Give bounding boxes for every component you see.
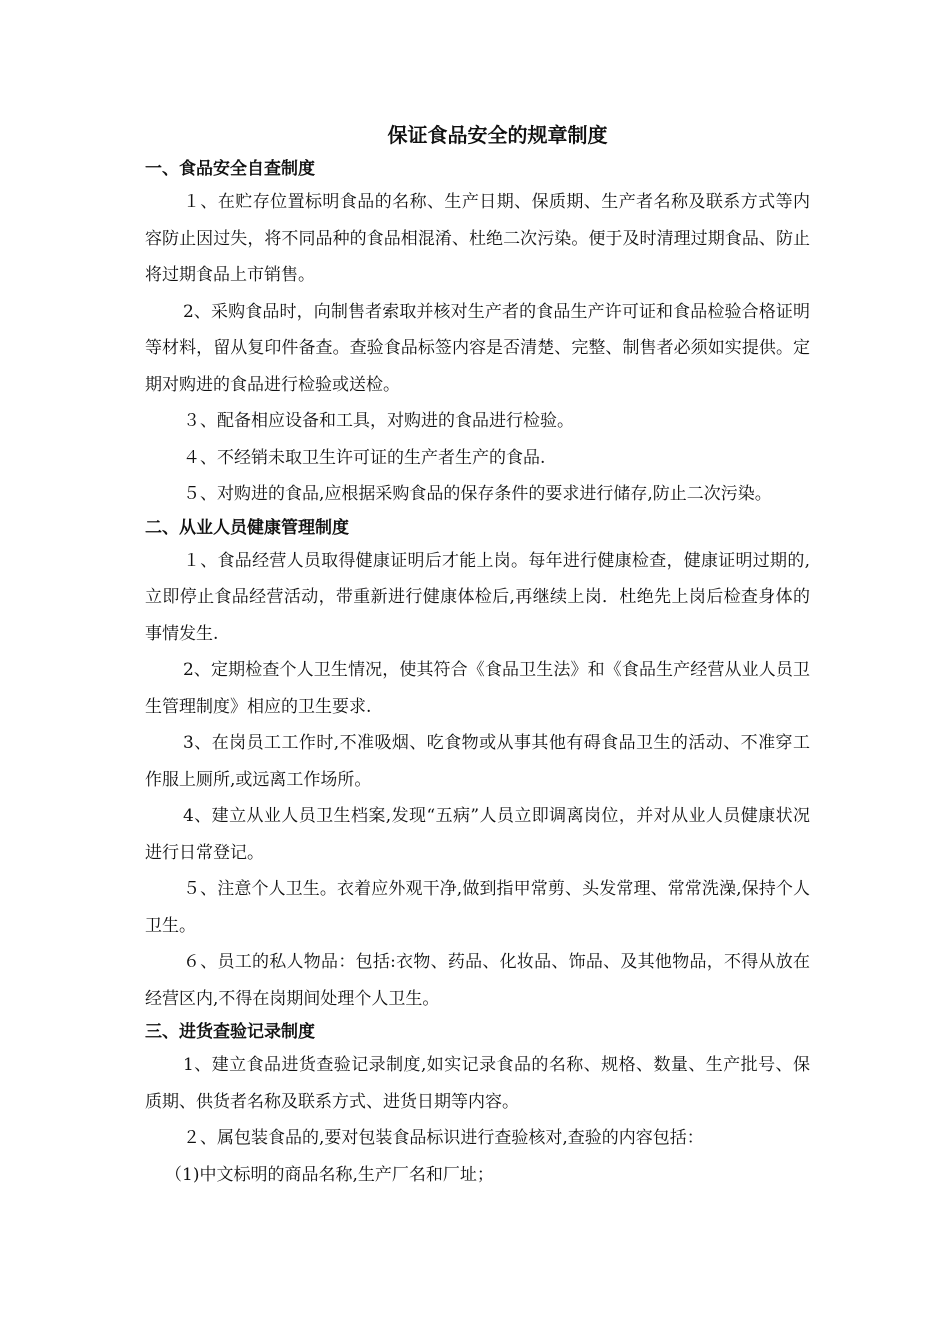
paragraph: １、食品经营人员取得健康证明后才能上岗。每年进行健康检查，健康证明过期的,立即停止食品经营活动，带重新进行健康体检后,再继续上岗．杜绝先上岗后检查身体的事情发生. [145,550,810,644]
paragraph: ４、不经销未取卫生许可证的生产者生产的食品. [183,447,546,468]
paragraph: ３、配备相应设备和工具，对购进的食品进行检验。 [183,411,574,431]
paragraph: 3、在岗员工工作时,不准吸烟、吃食物或从事其他有碍食品卫生的活动、不准穿工作服上厕所,或远离工作场所。 [145,733,810,790]
section-heading: 一、食品安全自查制度 [145,159,315,179]
paragraph: 2、采购食品时，向制售者索取并核对生产者的食品生产许可证和食品检验合格证明等材料，留从复印件备查。查验食品标签内容是否清楚、完整、制售者必须如实提供。定期对购进的食品进行检验或送检。 [145,301,810,395]
paragraph: ５、注意个人卫生。衣着应外观干净,做到指甲常剪、头发常理、常常洗澡,保持个人卫生。 [145,879,810,936]
document-title: 保证食品安全的规章制度 [387,123,608,147]
sub-item: （1)中文标明的商品名称,生产厂名和厂址； [165,1164,494,1185]
paragraph: ２、属包装食品的,要对包装食品标识进行查验核对,查验的内容包括： [183,1128,704,1148]
paragraph: ５、对购进的食品,应根据采购食品的保存条件的要求进行储存,防止二次污染。 [183,484,772,504]
paragraph: １、在贮存位置标明食品的名称、生产日期、保质期、生产者名称及联系方式等内容防止因过失，将不同品种的食品相混淆、杜绝二次污染。便于及时清理过期食品、防止将过期食品上市销售。 [145,192,810,285]
paragraph: 2、定期检查个人卫生情况，使其符合《食品卫生法》和《食品生产经营从业人员卫生管理制度》相应的卫生要求. [145,660,810,717]
paragraph: 4、建立从业人员卫生档案,发现“五病”人员立即调离岗位，并对从业人员健康状况进行日常登记。 [145,806,810,863]
paragraph: ６、员工的私人物品：包括:衣物、药品、化妆品、饰品、及其他物品，不得从放在经营区内,不得在岗期间处理个人卫生。 [145,952,810,1009]
section-heading: 二、从业人员健康管理制度 [145,517,349,538]
document-body [145,118,810,1193]
paragraph: 1、建立食品进货查验记录制度,如实记录食品的名称、规格、数量、生产批号、保质期、供货者名称及联系方式、进货日期等内容。 [145,1055,810,1112]
section-heading: 三、进货查验记录制度 [145,1022,315,1042]
